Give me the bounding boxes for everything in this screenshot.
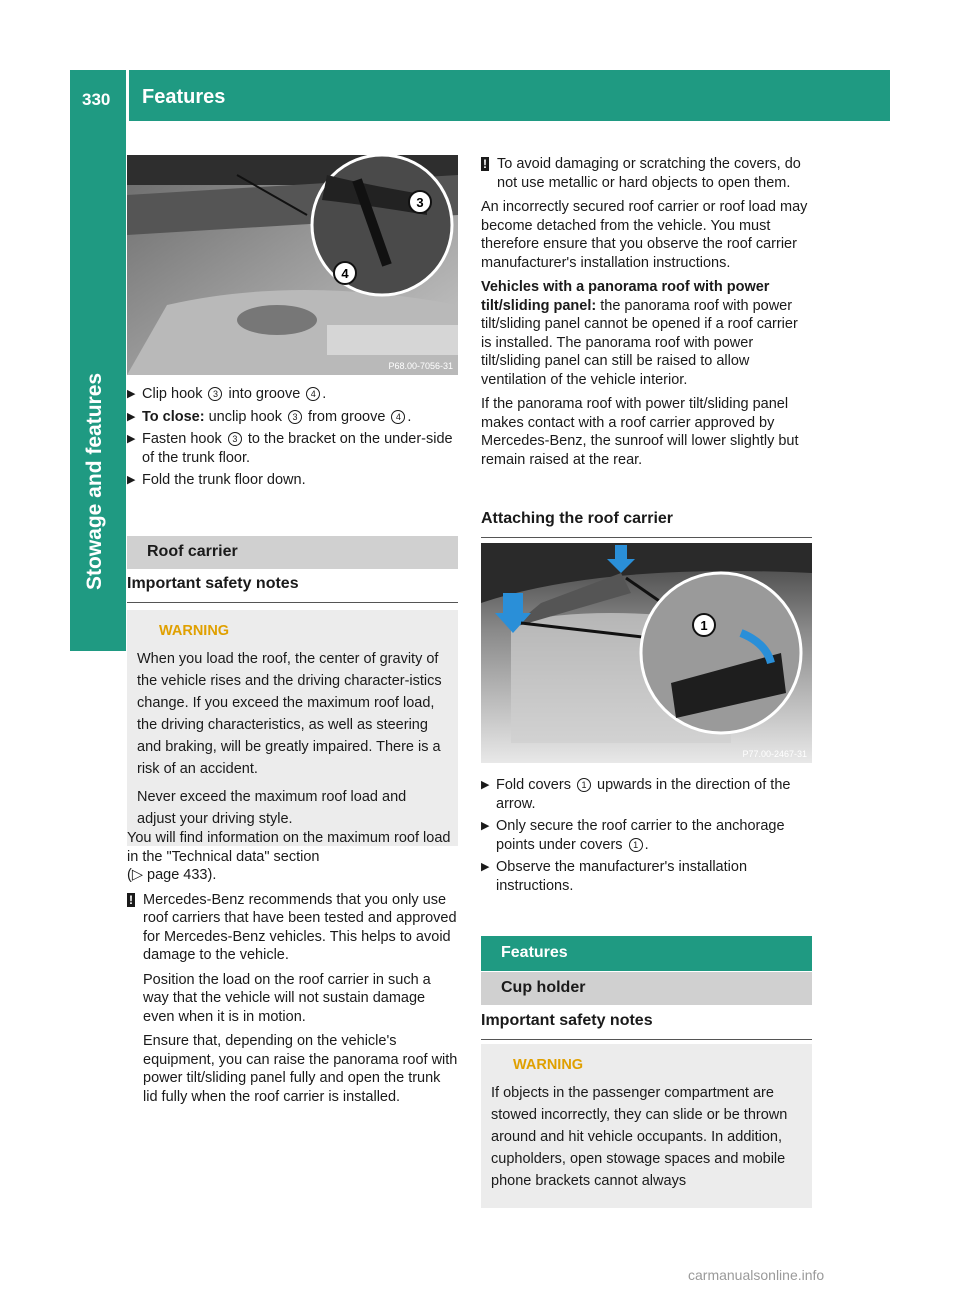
arrow-icon: ▶ [481,779,490,791]
warning-text: If objects in the passenger compartment are stowed incorrectly, they can slide or be thrown around and hit vehicle occupants. In addition, cupholders, open stowage spaces and mobile phone brackets cannot always [491,1085,788,1189]
list-item: ▶ Fold covers 1 upwards in the direction of the arrow. [481,777,791,812]
arrow-icon: ▶ [127,474,136,486]
paragraph: Vehicles with a panorama roof with power tilt/sliding panel: the panorama roof with power tilt/sliding panel cannot be opened if a roof carrier is installed. The panorama roof with power tilt/sliding panel can still be raised to allow ventilation of the vehicle interior. [481,279,798,388]
list-item: ▶ Clip hook 3 into groove 4 . [127,386,327,402]
paragraph: Position the load on the roof carrier in such a way that the vehicle will not sustain damage even when it is in motion. [143,971,431,1025]
caution-icon: ! [129,892,133,907]
list-item: ▶ Observe the manufacturer's installation instructions. [481,859,748,894]
page-title: Features [142,86,226,108]
warning-text: Never exceed the maximum roof load and adjust your driving style. [137,789,407,827]
list-item: ▶ Fasten hook 3 to the bracket on the under-side of the trunk floor. [127,431,453,466]
section-cup-holder: Cup holder [481,972,812,1005]
warning-box [127,610,458,846]
left-steps [127,385,458,494]
callout-4: 4 [341,266,349,281]
arrow-icon: ▶ [481,861,490,873]
page-header [70,70,890,121]
warning-title: WARNING [137,620,448,642]
note-block [481,155,812,192]
page-number: 330 [82,90,111,109]
arrow-icon: ▶ [481,820,490,832]
trunk-hook-image [127,155,458,375]
list-item: ▶ Fold the trunk floor down. [127,472,306,488]
footer-watermark: carmanualsonline.info [688,1267,825,1283]
header-divider [126,70,129,121]
paragraph: You will find information on the maximum roof load in the "Technical data" section [127,830,451,865]
paragraph: An incorrectly secured roof carrier or roof load may become detached from the vehicle. You must therefore ensure that you observe the roof carrier manufacturer's installation instructions. [481,199,808,271]
paragraph: To avoid damaging or scratching the covers, do not use metallic or hard objects to open them. [497,156,801,191]
caution-icon: ! [483,157,487,171]
side-tab-marker [70,595,126,651]
arrow-icon: ▶ [127,410,136,423]
list-item: ▶ To close: unclip hook 3 from groove 4 . [127,408,412,425]
section-roof-carrier: Roof carrier [127,536,458,569]
heading-safety-notes: Important safety notes [481,1012,812,1040]
warning-title: WARNING [491,1054,802,1076]
heading-attach: Attaching the roof carrier [481,510,812,538]
roof-carrier-image [481,543,812,763]
side-gap [70,595,126,1240]
paragraph: Mercedes-Benz recommends that you only use roof carriers that have been tested and approved for Mercedes-Benz vehicles. This helps to avoid damage to the vehicle. [143,891,457,963]
list-item: ▶ Only secure the roof carrier to the anchorage points under covers 1 . [481,818,785,853]
paragraph: Ensure that, depending on the vehicle's equipment, you can raise the panorama roof with power tilt/sliding panel fully and open the trunk lid fully when the roof carrier is installed. [143,1033,458,1105]
note-block [127,891,458,1107]
image-code: P77.00-2467-31 [742,749,807,759]
arrow-icon: ▶ [127,388,136,400]
warning-box [481,1044,812,1208]
arrow-icon: ▶ [127,433,136,445]
right-steps [481,776,812,899]
image-code: P68.00-7056-31 [388,361,453,371]
callout-3: 3 [416,195,424,210]
heading-safety-notes: Important safety notes [127,575,458,603]
callout-1: 1 [700,618,708,633]
warning-text: When you load the roof, the center of gravity of the vehicle rises and the driving character-istics change. If you exceed the maximum roof load, the driving characteristics, as well as steering and braking, will be greatly impaired. There is a risk of an accident. [137,651,442,777]
paragraph: If the panorama roof with power tilt/sliding panel makes contact with a roof carrier approved by Mercedes-Benz, the sunroof will lower slightly but remain raised at the rear. [481,396,799,468]
side-tab-label: Stowage and features [83,372,106,590]
section-features: Features [481,936,812,971]
page-reference[interactable]: (▷ page 433). [127,867,217,883]
